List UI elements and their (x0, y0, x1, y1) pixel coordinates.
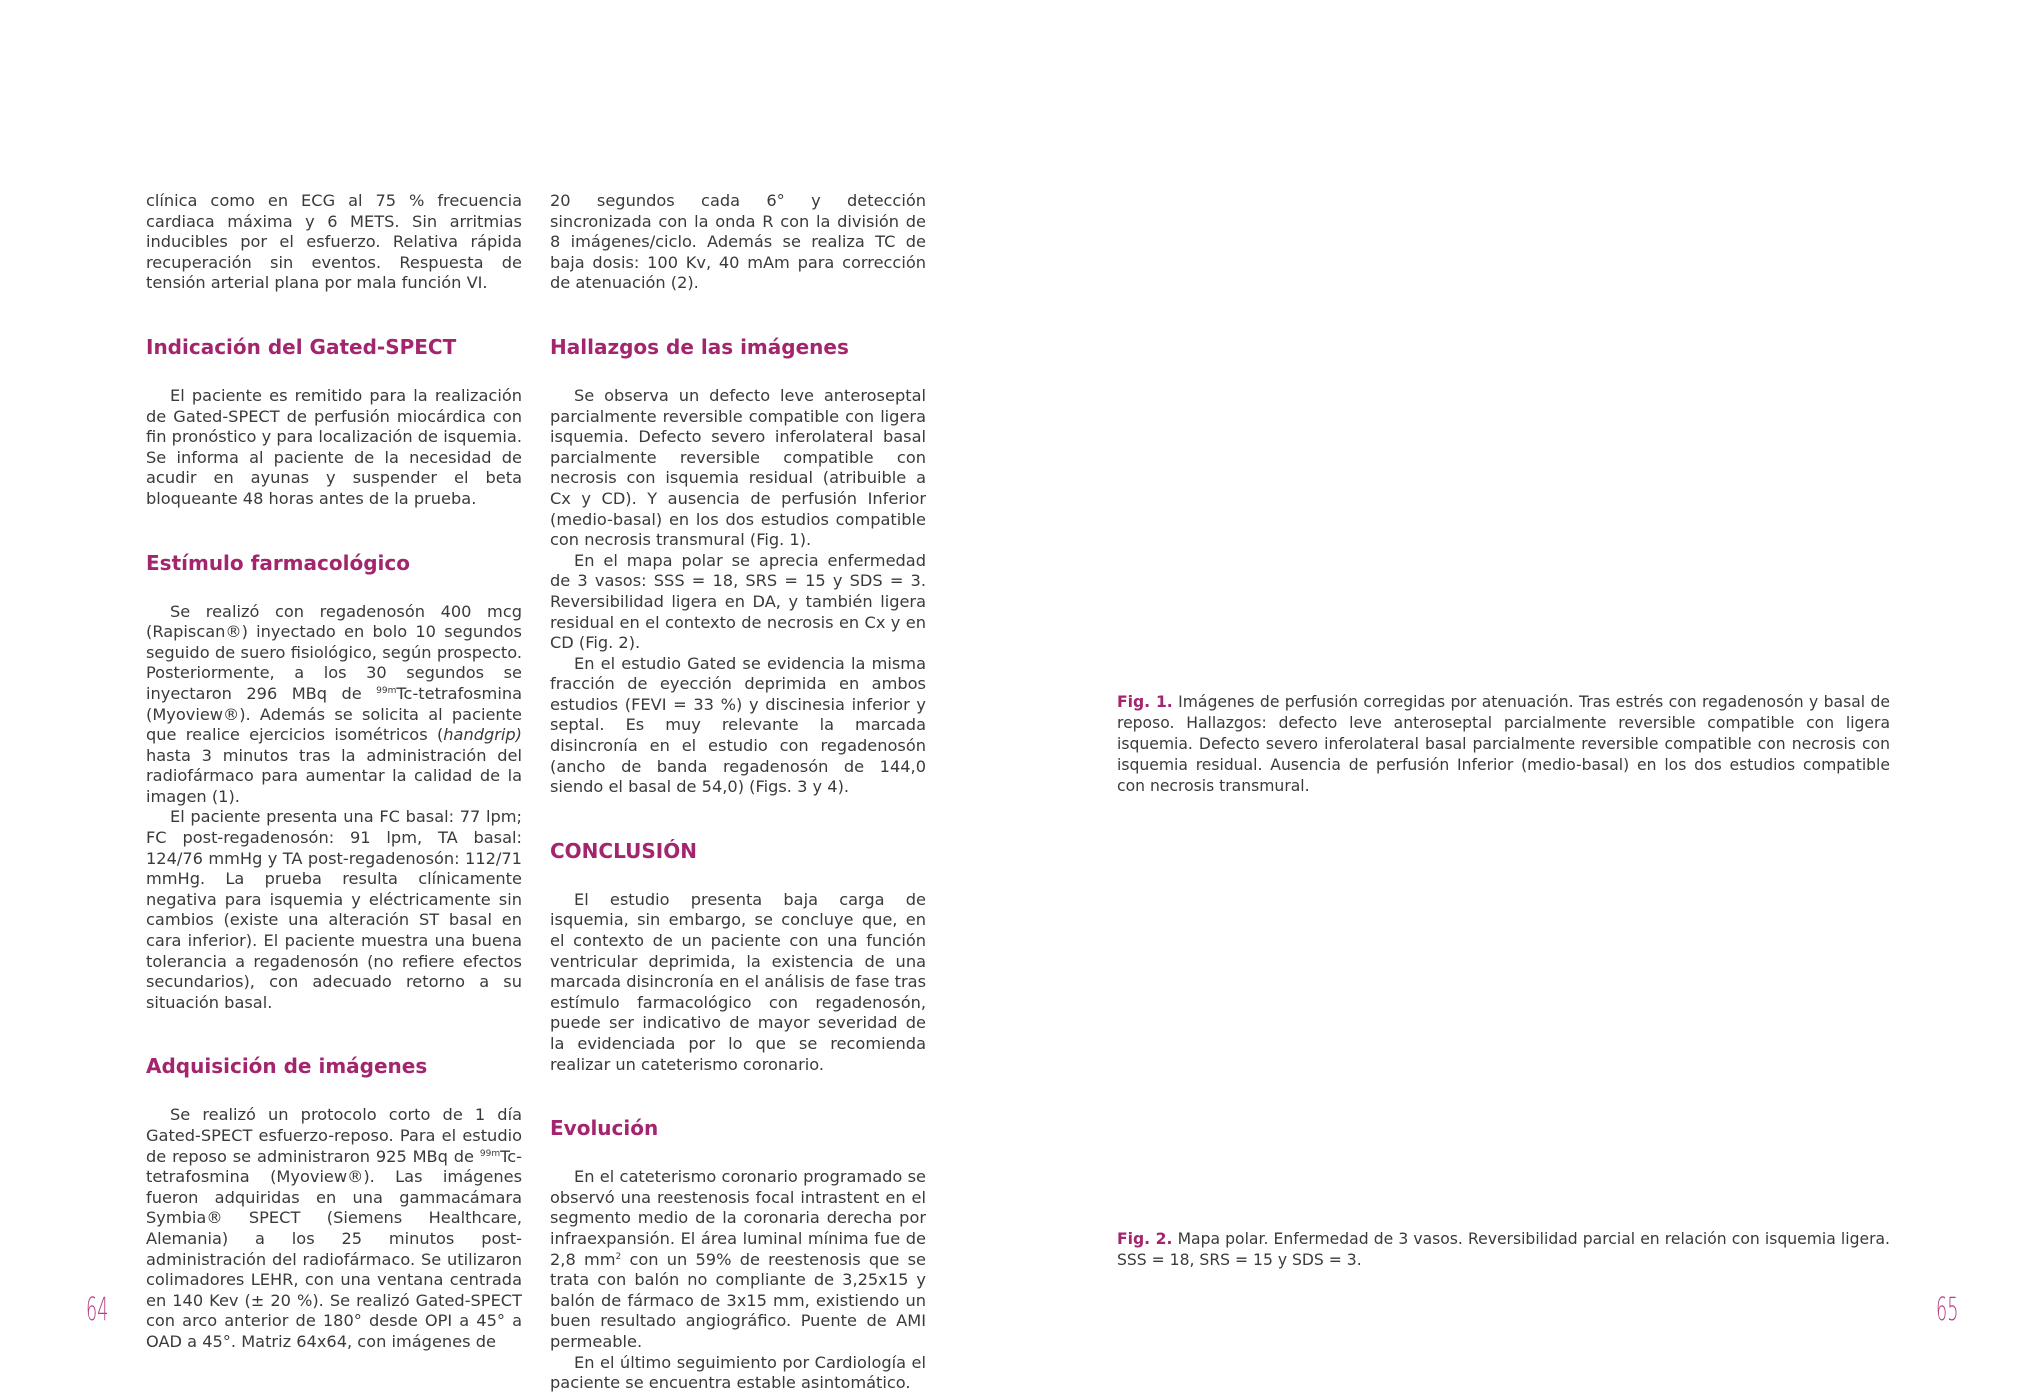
heading-conclusion: CONCLUSIÓN (550, 838, 697, 863)
heading-indicacion: Indicación del Gated-SPECT (146, 334, 457, 359)
heading-evolucion: Evolución (550, 1116, 659, 1141)
middle-column (550, 191, 926, 1394)
left-intro-paragraph: clínica como en ECG al 75 % frecuencia cardiaca máxima y 6 METS. Sin arritmias inducibles por el esfuerzo. Relativa rápida recuperación sin eventos. Respuesta de tensión arterial plana por mala función VI. (146, 191, 522, 293)
heading-adquisicion: Adquisición de imágenes (146, 1054, 428, 1079)
estimulo-paragraph-2: El paciente presenta una FC basal: 77 lpm; FC post-regadenosón: 91 lpm, TA basal: 124/76 mmHg y TA post-regadenosón: 112/71 mmHg. La prueba resulta clínicamente negativa para isquemia y eléctricamente sin cambios (existe una alteración ST basal en cara inferior). El paciente muestra una buena tolerancia a regadenosón (no refiere efectos secundarios), con adecuado retorno a su situación basal. (146, 807, 522, 1012)
figure-1-text: Imágenes de perfusión corregidas por atenuación. Tras estrés con regadenosón y basal de reposo. Hallazgos: defecto leve anteroseptal parcialmente reversible compatible con ligera isquemia. Defecto severo inferolateral basal parcialmente reversible compatible con necrosis con isquemia residual. Ausencia de perfusión Inferior (medio-basal) en los dos estudios compatible con necrosis transmural. (1117, 693, 1890, 795)
left-column (146, 191, 522, 1353)
heading-hallazgos: Hallazgos de las imágenes (550, 334, 849, 359)
hallazgos-paragraph-3: En el estudio Gated se evidencia la misma fracción de eyección deprimida en ambos estudios (FEVI = 33 %) y discinesia inferior y septal. Es muy relevante la marcada disincronía en el estudio con regadenosón (ancho de banda regadenosón de 144,0 siendo el basal de 54,0) (Figs. 3 y 4). (550, 653, 926, 797)
hallazgos-paragraph-1: Se observa un defecto leve anteroseptal parcialmente reversible compatible con ligera isquemia. Defecto severo inferolateral basal parcialmente reversible compatible con necrosis con isquemia residual (atribuible a Cx y CD). Y ausencia de perfusión Inferior (medio-basal) en los dos estudios compatible con necrosis transmural (Fig. 1). (550, 385, 926, 550)
evolucion-paragraph-1: En el cateterismo coronario programado se observó una reestenosis focal intrastent en el segmento medio de la coronaria derecha por infraexpansión. El área luminal mínima fue de 2,8 $mm^2$ con un 59% de reestenosis que se trata con balón no compliante de 3,25x15 y balón de fármaco de 3x15 mm, existiendo un buen resultado angiográfico. Puente de AMI permeable. (550, 1167, 926, 1351)
figure-1-label: Fig. 1. (1117, 693, 1173, 711)
figure-2-text: Mapa polar. Enfermedad de 3 vasos. Reversibilidad parcial en relación con isquemia ligera. SSS = 18, SRS = 15 y SDS = 3. (1117, 1230, 1890, 1269)
indicacion-paragraph: El paciente es remitido para la realización de Gated-SPECT de perfusión miocárdica con fin pronóstico y para localización de isquemia. Se informa al paciente de la necesidad de acudir en ayunas y suspender el beta bloqueante 48 horas antes de la prueba. (146, 385, 522, 508)
hallazgos-paragraph-2: En el mapa polar se aprecia enfermedad de 3 vasos: SSS = 18, SRS = 15 y SDS = 3. Reversibilidad ligera en DA, y también ligera residual en el contexto de necrosis en Cx y en CD (Fig. 2). (550, 550, 926, 653)
figure-1-caption (1117, 692, 1890, 797)
heading-estimulo: Estímulo farmacológico (146, 550, 410, 575)
conclusion-paragraph: El estudio presenta baja carga de isquemia, sin embargo, se concluye que, en el contexto de un paciente con una función ventricular deprimida, la existencia de una marcada disincronía en el análisis de fase tras estímulo farmacológico con regadenosón, puede ser indicativo de mayor severidad de la evidenciada por lo que se recomienda realizar un cateterismo coronario. (550, 889, 926, 1074)
estimulo-paragraph-1: Se realizó con regadenosón 400 mcg (Rapiscan®) inyectado en bolo 10 segundos seguido de suero fisiológico, según prospecto. Posteriormente, a los 30 segundos se inyectaron 296 MBq de $^{99m}$Tc-tetrafosmina (Myoview®). Además se solicita al paciente que realice ejercicios isométricos (handgrip) hasta 3 minutos tras la administración del radiofármaco para aumentar la calidad de la imagen (1). (146, 601, 522, 806)
figure-2-label: Fig. 2. (1117, 1230, 1173, 1248)
page-number-left: 64 (86, 1290, 109, 1328)
evolucion-paragraph-2: En el último seguimiento por Cardiología el paciente se encuentra estable asintomático. (550, 1352, 926, 1393)
page-number-right: 65 (1936, 1290, 1959, 1328)
figure-2-caption (1117, 1229, 1890, 1271)
adquisicion-paragraph: Se realizó un protocolo corto de 1 día Gated-SPECT esfuerzo-reposo. Para el estudio de reposo se administraron 925 MBq de $^{99m}$Tc-tetrafosmina (Myoview®). Las imágenes fueron adquiridas en una gammacámara Symbia® SPECT (Siemens Healthcare, Alemania) a los 25 minutos post-administración del radiofármaco. Se utilizaron colimadores LEHR, con una ventana centrada en 140 Kev (± 20 %). Se realizó Gated-SPECT con arco anterior de 180° desde OPI a 45° a OAD a 45°. Matriz 64x64, con imágenes de (146, 1105, 522, 1351)
middle-intro-paragraph: 20 segundos cada 6° y detección sincronizada con la onda R con la división de 8 imágenes/ciclo. Además se realiza TC de baja dosis: 100 Kv, 40 mAm para corrección de atenuación (2). (550, 191, 926, 293)
